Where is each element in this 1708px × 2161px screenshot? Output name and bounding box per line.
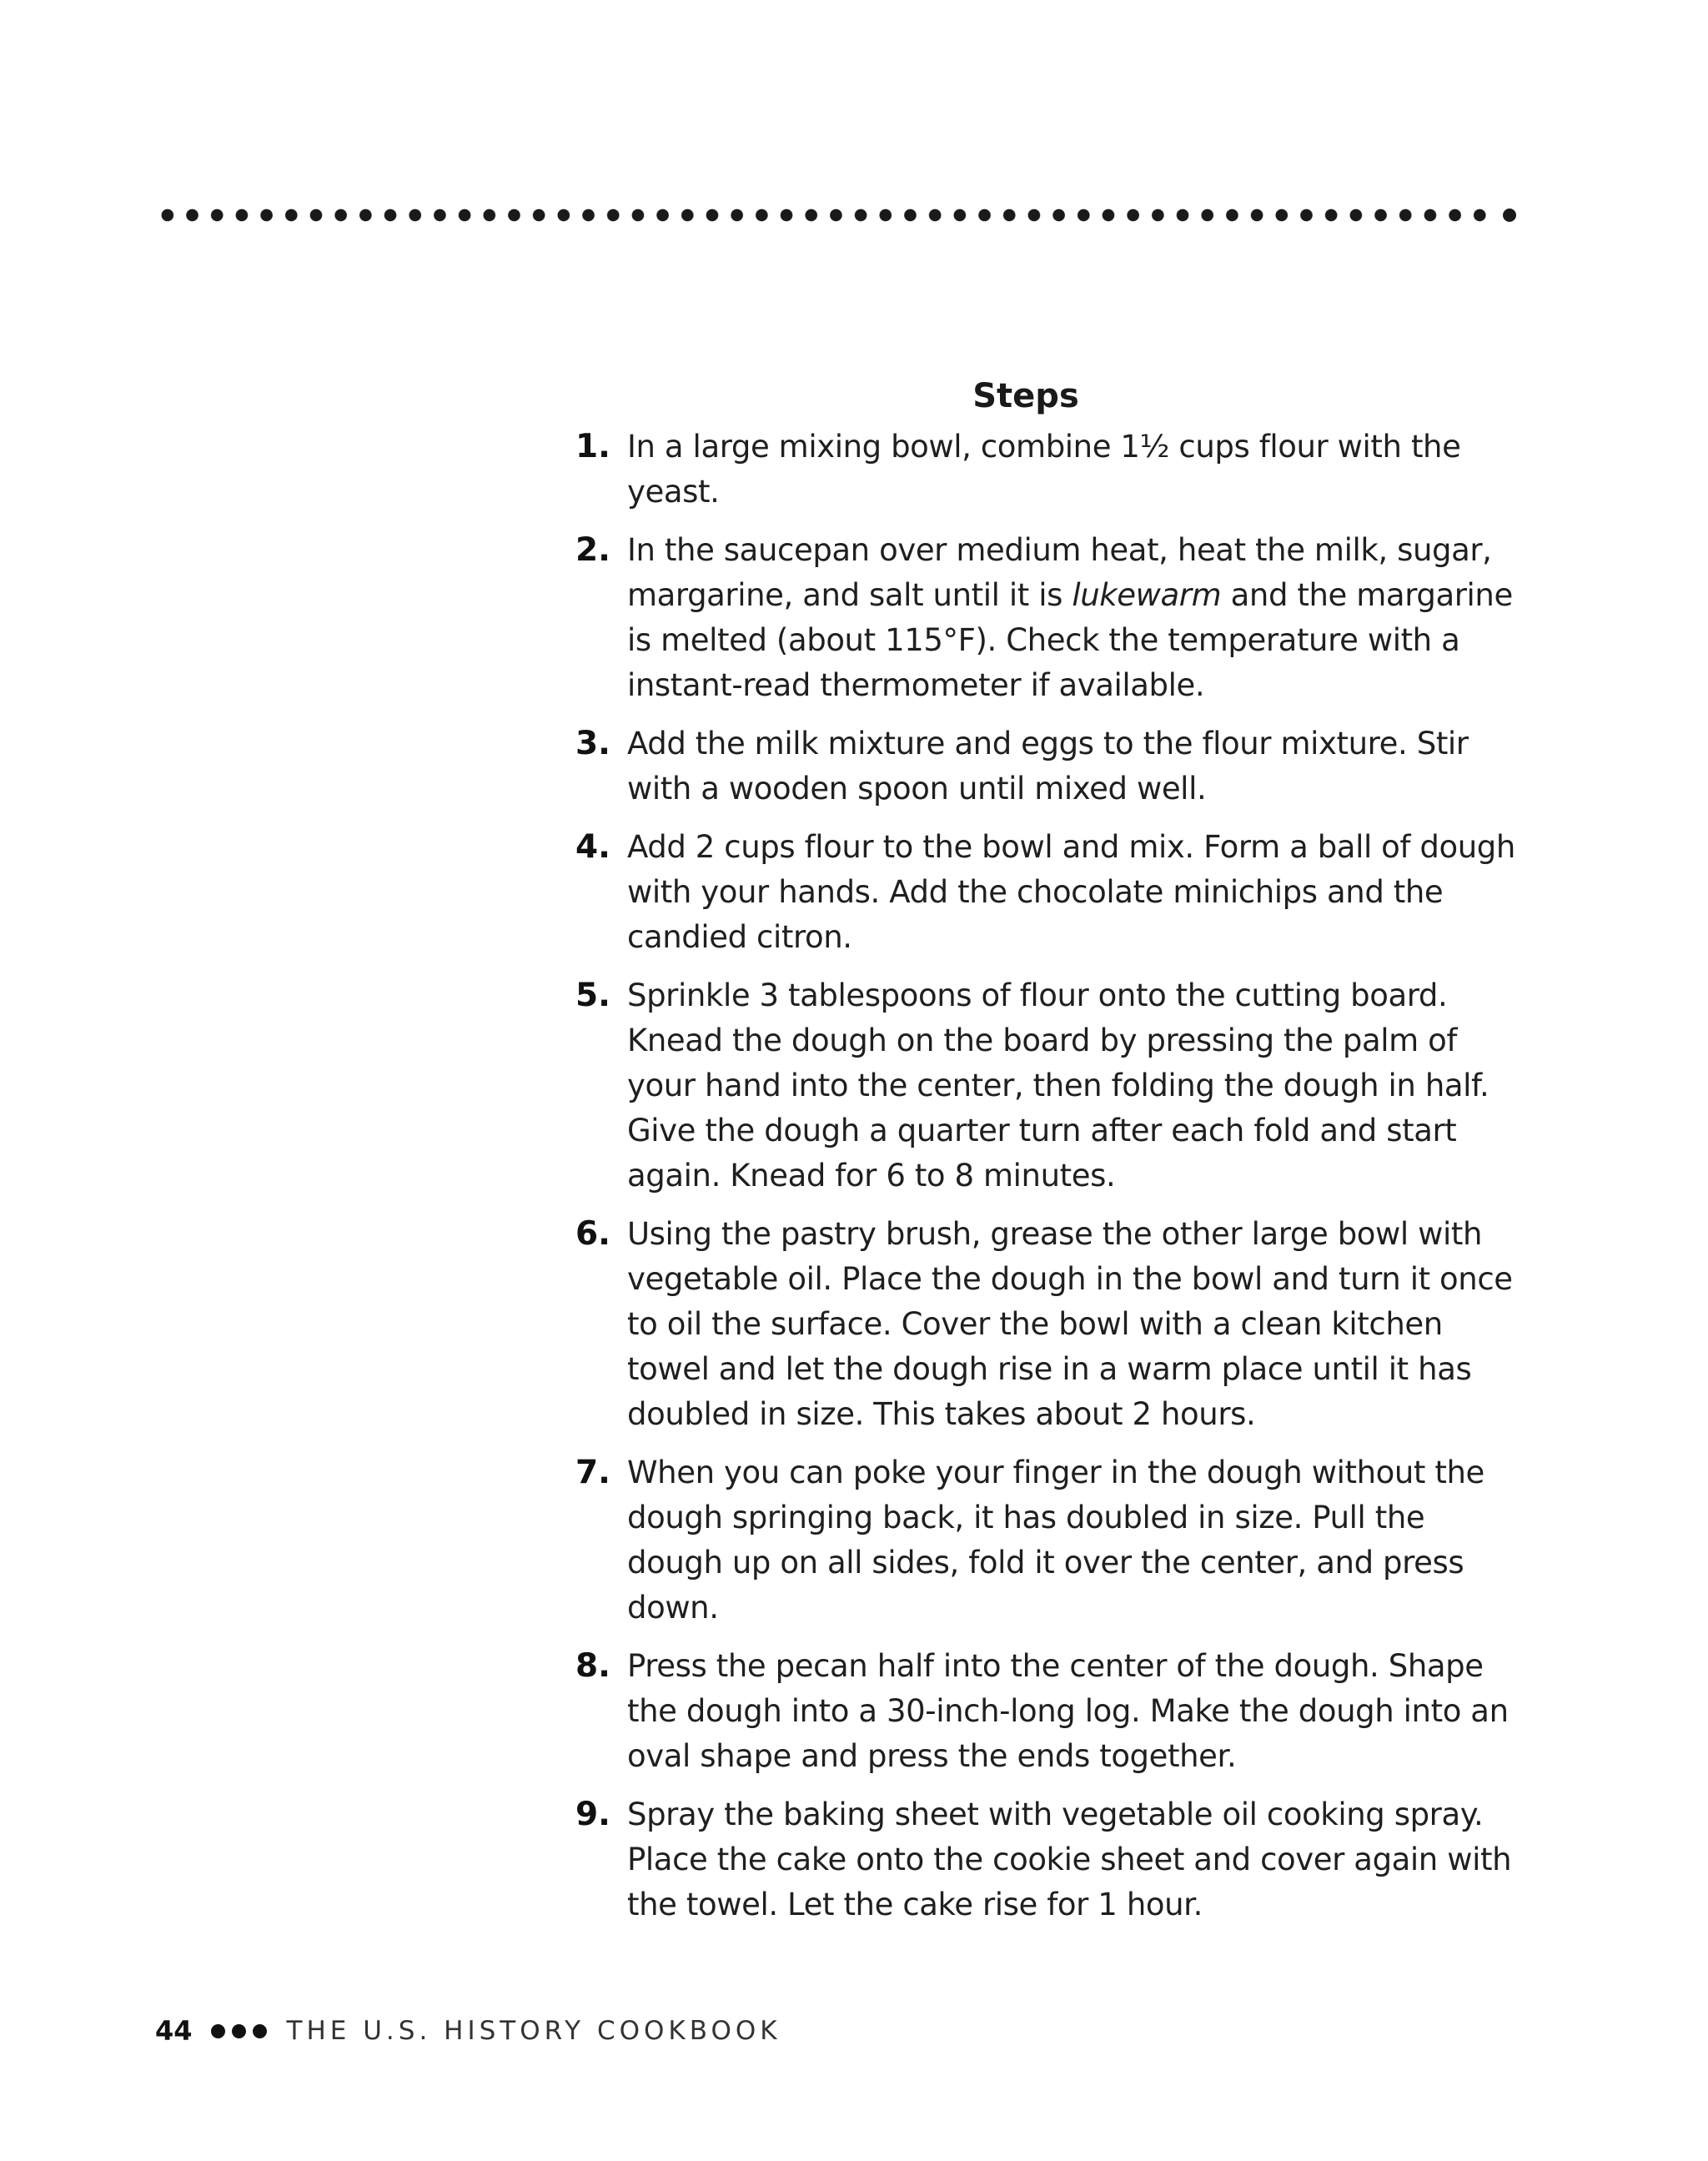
- dotted-rule-end-dot: [1503, 209, 1516, 222]
- step-number: 1.: [575, 428, 610, 465]
- step-text: In a large mixing bowl, combine 1½ cups flour with the yeast.: [627, 429, 1461, 510]
- step-number: 4.: [575, 828, 610, 866]
- step-text: Add the milk mixture and eggs to the flour mixture. Stir with a wooden spoon until mixed well.: [627, 726, 1469, 807]
- steps-heading: Steps: [972, 377, 1079, 415]
- step-text-emphasis: lukewarm: [1072, 577, 1222, 613]
- step-number: 3.: [575, 725, 610, 762]
- step-item: [550, 825, 1522, 960]
- step-text: Spray the baking sheet with vegetable oil cooking spray. Place the cake onto the cookie sheet and cover again with the towel. Let the cake rise for 1 hour.: [627, 1797, 1512, 1922]
- step-number: 2.: [575, 531, 610, 569]
- book-title: THE U.S. HISTORY COOKBOOK: [286, 2016, 781, 2046]
- steps-list: [550, 425, 1522, 1941]
- step-item: [550, 1792, 1522, 1927]
- step-text: [627, 528, 1522, 708]
- step-number: 5.: [575, 977, 610, 1014]
- step-item: [550, 973, 1522, 1199]
- bullet-dot-icon: [211, 2024, 225, 2038]
- step-item: [550, 1450, 1522, 1631]
- step-text: Using the pastry brush, grease the other large bowl with vegetable oil. Place the dough in the bowl and turn it once to oil the surface. Cover the bowl with a clean kitchen towel and let the dough rise in a warm place until it has doubled in size. This takes about 2 hours.: [627, 1216, 1513, 1432]
- step-text: When you can poke your finger in the dough without the dough springing back, it has doubled in size. Pull the dough up on all sides, fold it over the center, and press down.: [627, 1455, 1484, 1626]
- step-number: 9.: [575, 1796, 610, 1833]
- step-item: [550, 1644, 1522, 1779]
- step-number: 7.: [575, 1454, 610, 1491]
- page-number: 44: [155, 2015, 193, 2047]
- step-item: [550, 1212, 1522, 1437]
- step-text: Sprinkle 3 tablespoons of flour onto the cutting board. Knead the dough on the board by pressing the palm of your hand into the center, then folding the dough in half. Give the dough a quarter turn after each fold and start again. Knead for 6 to 8 minutes.: [627, 977, 1489, 1194]
- footer-dot-ornament: [211, 2024, 267, 2038]
- dotted-rule-dots: [155, 209, 1491, 222]
- dotted-rule: [155, 205, 1516, 225]
- step-text-part: and the margarine is melted (about 115°F). Check the temperature with a instant-read thermometer if available.: [627, 577, 1513, 703]
- bullet-dot-icon: [232, 2024, 246, 2038]
- step-number: 6.: [575, 1215, 610, 1253]
- step-item: [550, 425, 1522, 515]
- step-text: Press the pecan half into the center of the dough. Shape the dough into a 30-inch-long log. Make the dough into an oval shape and press the ends together.: [627, 1648, 1509, 1774]
- page-footer: [155, 2014, 781, 2048]
- step-text-part: In the saucepan over medium heat, heat the milk, sugar, margarine, and salt until it is: [627, 532, 1492, 613]
- step-item: [550, 721, 1522, 812]
- step-number: 8.: [575, 1647, 610, 1685]
- bullet-dot-icon: [253, 2024, 267, 2038]
- step-text: Add 2 cups flour to the bowl and mix. Form a ball of dough with your hands. Add the chocolate minichips and the candied citron.: [627, 829, 1515, 955]
- step-item: [550, 528, 1522, 708]
